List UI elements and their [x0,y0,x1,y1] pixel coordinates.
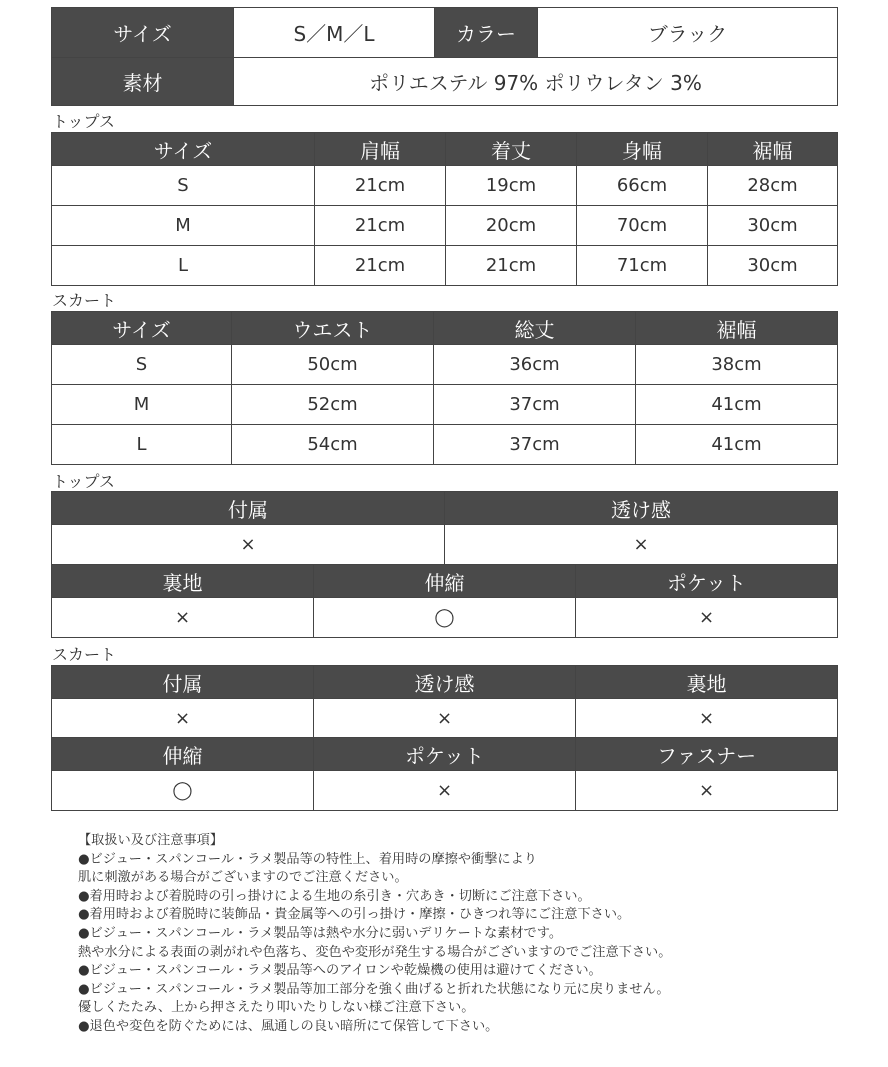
feature-header: 付属 [52,492,445,525]
table-header: 裾幅 [636,312,838,345]
table-cell: S [52,345,232,385]
table-cell: 28cm [708,166,838,206]
table-header: ウエスト [232,312,434,345]
table-cell: 38cm [636,345,838,385]
feature-value: × [52,525,445,565]
table-row [52,166,838,206]
table-row [52,345,838,385]
note-line: ●ビジュー・スパンコール・ラメ製品等へのアイロンや乾燥機の使用は避けてください。 [78,963,602,979]
feature-header: 伸縮 [52,738,314,771]
table-cell: M [52,385,232,425]
feature-header: 透け感 [314,666,576,699]
table-header: 裾幅 [708,133,838,166]
skirt-features-section-label: スカート [52,645,117,664]
color-value: ブラック [538,8,838,58]
table-cell: 19cm [446,166,577,206]
feature-header: 裏地 [52,565,314,598]
table-cell: 20cm [446,206,577,246]
size-value: S／M／L [234,8,435,58]
table-cell: 37cm [434,425,636,465]
table-cell: L [52,425,232,465]
table-cell: 71cm [577,246,708,286]
skirt-size-table [51,311,838,465]
color-label: カラー [435,8,538,58]
feature-value: ◯ [52,771,314,811]
feature-header: ポケット [576,565,838,598]
feature-header: ポケット [314,738,576,771]
feature-value: ◯ [314,598,576,638]
table-cell: M [52,206,315,246]
feature-value: × [314,771,576,811]
spec-table [51,7,838,106]
table-cell: 54cm [232,425,434,465]
tops-size-table [51,132,838,286]
material-value: ポリエステル 97% ポリウレタン 3% [234,58,838,106]
tops-features-section-label: トップス [52,472,115,491]
care-notes [78,832,671,1037]
size-label: サイズ [52,8,234,58]
table-cell: 21cm [315,206,446,246]
note-line: ●着用時および着脱時に装飾品・貴金属等への引っ掛け・摩擦・ひきつれ等にご注意下さい。 [78,907,631,923]
table-header: サイズ [52,312,232,345]
tops-features-table-1 [51,491,838,565]
table-cell: 70cm [577,206,708,246]
table-cell: 52cm [232,385,434,425]
note-line: 優しくたたみ、上から押さえたり叩いたりしない様ご注意下さい。 [78,1000,475,1016]
feature-header: 付属 [52,666,314,699]
table-cell: S [52,166,315,206]
table-cell: 41cm [636,385,838,425]
table-cell: 30cm [708,246,838,286]
feature-header: 伸縮 [314,565,576,598]
tops-features-table-2 [51,564,838,638]
table-cell: 50cm [232,345,434,385]
table-cell: 37cm [434,385,636,425]
feature-value: × [576,699,838,738]
skirt-features-table [51,665,838,811]
table-cell: L [52,246,315,286]
note-line: ●ビジュー・スパンコール・ラメ製品等加工部分を強く曲げると折れた状態になり元に戻りません。 [78,981,670,997]
table-header: 身幅 [577,133,708,166]
table-cell: 30cm [708,206,838,246]
table-cell: 36cm [434,345,636,385]
table-header: 着丈 [446,133,577,166]
table-header: 肩幅 [315,133,446,166]
note-line: 熱や水分による表面の剥がれや色落ち、変色や変形が発生する場合がございますのでご注意下さい。 [78,944,672,960]
feature-value: × [445,525,838,565]
feature-value: × [52,699,314,738]
table-row [52,206,838,246]
table-cell: 41cm [636,425,838,465]
table-header: サイズ [52,133,315,166]
table-cell: 21cm [315,246,446,286]
feature-header: 透け感 [445,492,838,525]
feature-value: × [576,771,838,811]
skirt-size-section-label: スカート [52,291,117,310]
note-line: ●着用時および着脱時の引っ掛けによる生地の糸引き・穴あき・切断にご注意下さい。 [78,888,591,904]
table-row [52,425,838,465]
notes-title: 【取扱い及び注意事項】 [78,833,224,848]
feature-header: ファスナー [576,738,838,771]
feature-value: × [52,598,314,638]
table-header: 総丈 [434,312,636,345]
material-label: 素材 [52,58,234,106]
note-line: ●退色や変色を防ぐためには、風通しの良い暗所にて保管して下さい。 [78,1018,499,1034]
note-line: ●ビジュー・スパンコール・ラメ製品等は熱や水分に弱いデリケートな素材です。 [78,925,563,941]
table-cell: 66cm [577,166,708,206]
table-row [52,246,838,286]
table-row [52,385,838,425]
table-cell: 21cm [446,246,577,286]
tops-size-section-label: トップス [52,112,115,131]
feature-header: 裏地 [576,666,838,699]
feature-value: × [576,598,838,638]
table-cell: 21cm [315,166,446,206]
note-line: ●ビジュー・スパンコール・ラメ製品等の特性上、着用時の摩擦や衝撃により [78,851,537,867]
note-line: 肌に刺激がある場合がございますのでご注意ください。 [78,870,408,886]
feature-value: × [314,699,576,738]
